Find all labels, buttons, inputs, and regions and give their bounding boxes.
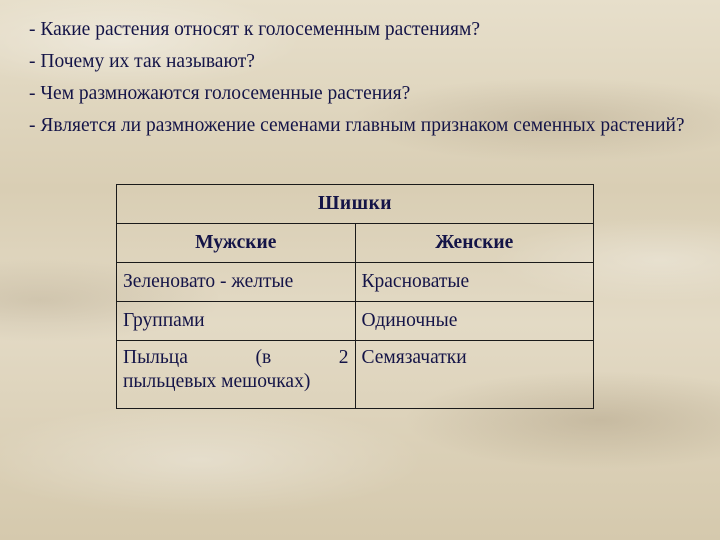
table-cell: Зеленовато - желтые (117, 263, 356, 302)
cones-table (116, 184, 594, 409)
question-list (29, 14, 689, 142)
question-item: - Почему их так называют? (29, 51, 255, 72)
table-cell: Семязачатки (355, 341, 594, 409)
column-header-male: Мужские (117, 224, 356, 263)
question-item: - Чем размножаются голосеменные растения? (29, 83, 411, 104)
table-title-row (117, 185, 594, 224)
column-header-female: Женские (355, 224, 594, 263)
table-cell: Одиночные (355, 302, 594, 341)
question-item: - Является ли размножение семенами главным признаком семенных растений? (29, 115, 685, 136)
table-cell-line: Пыльца (в 2 (123, 347, 349, 368)
question-item: - Какие растения относят к голосеменным растениям? (29, 19, 480, 40)
cones-table-container (116, 184, 594, 409)
table-row (117, 263, 594, 302)
table-cell: Группами (117, 302, 356, 341)
table-row (117, 341, 594, 409)
table-cell-pollen (117, 341, 356, 409)
table-row (117, 302, 594, 341)
table-title: Шишки (117, 185, 594, 224)
table-cell: Красноватые (355, 263, 594, 302)
table-cell-line: пыльцевых мешочках) (123, 371, 311, 392)
table-header-row (117, 224, 594, 263)
